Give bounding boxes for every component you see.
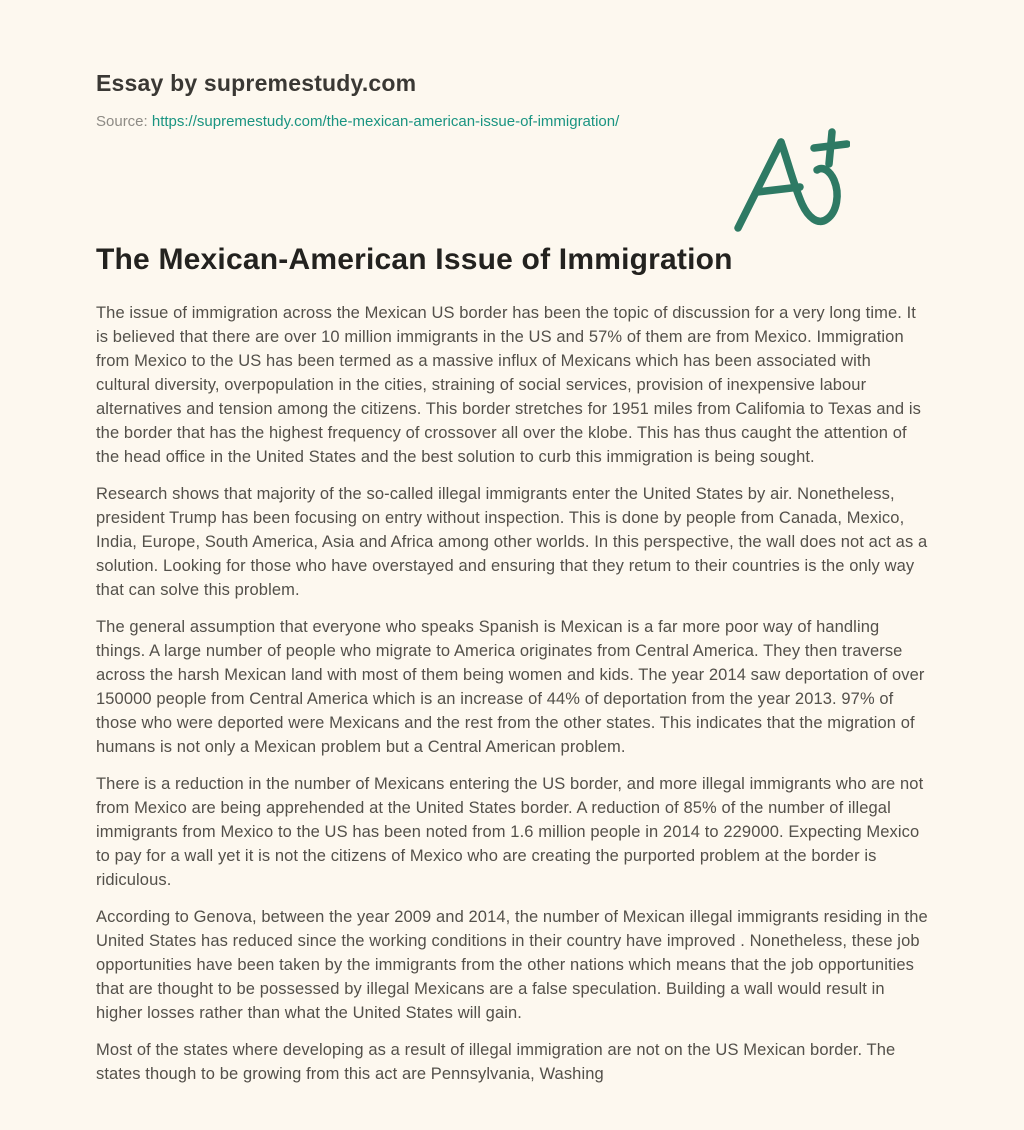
essay-paragraph: Research shows that majority of the so-called illegal immigrants enter the United States by air. Nonetheless, president Trump has been focusing on entry without inspection. This is done by people from Canada, Mexico, India, Europe, South America, Asia and Africa among other worlds. In this perspective, the wall does not act as a solution. Looking for those who have overstayed and ensuring that they retum to their countries is the only way that can solve this problem. bbox=[96, 485, 928, 599]
essay-paragraph: According to Genova, between the year 2009 and 2014, the number of Mexican illegal immigrants residing in the United States has reduced since the working conditions in their country have improved . Nonetheless, these job opportunities have been taken by the immigrants from the other nations which means that the job opportunities that are thought to be possessed by illegal Mexicans are a false speculation. Building a wall would result in higher losses rather than what the United States will gain. bbox=[96, 908, 928, 1022]
site-title: Essay by supremestudy.com bbox=[96, 70, 417, 96]
source-label: Source: bbox=[96, 113, 148, 130]
essay-paragraph: Most of the states where developing as a result of illegal immigration are not on the US Mexican border. The states though to be growing from this act are Pennsylvania, Washing bbox=[96, 1041, 896, 1083]
site-header bbox=[96, 70, 928, 130]
a-plus-logo-icon bbox=[730, 126, 850, 240]
essay-paragraph: The issue of immigration across the Mexican US border has been the topic of discussion for a very long time. It is believed that there are over 10 million immigrants in the US and 57% of them are from Mexico. Immigration from Mexico to the US has been termed as a massive influx of Mexicans which has been associated with cultural diversity, overpopulation in the cities, straining of social services, provision of inexpensive labour alternatives and tension among the citizens. This border stretches for 1951 miles from Califomia to Texas and is the border that has the highest frequency of crossover all over the klobe. This has thus caught the attention of the head office in the United States and the best solution to curb this immigration is being sought. bbox=[96, 304, 921, 466]
source-url-link[interactable]: https://supremestudy.com/the-mexican-american-issue-of-immigration/ bbox=[151, 113, 620, 130]
article-title: The Mexican-American Issue of Immigration bbox=[96, 243, 733, 276]
essay-paragraph: There is a reduction in the number of Mexicans entering the US border, and more illegal immigrants who are not from Mexico are being apprehended at the United States border. A reduction of 85% of the number of illegal immigrants from Mexico to the US has been noted from 1.6 million people in 2014 to 229000. Expecting Mexico to pay for a wall yet it is not the citizens of Mexico who are creating the purported problem at the border is ridiculous. bbox=[96, 775, 924, 889]
essay-paragraph: The general assumption that everyone who speaks Spanish is Mexican is a far more poor way of handling things. A large number of people who migrate to America originates from Central America. They then traverse across the harsh Mexican land with most of them being women and kids. The year 2014 saw deportation of over 150000 people from Central America which is an increase of 44% of deportation from the year 2013. 97% of those who were deported were Mexicans and the rest from the other states. This indicates that the migration of humans is not only a Mexican problem but a Central American problem. bbox=[96, 618, 925, 756]
essay-body bbox=[96, 301, 928, 1086]
